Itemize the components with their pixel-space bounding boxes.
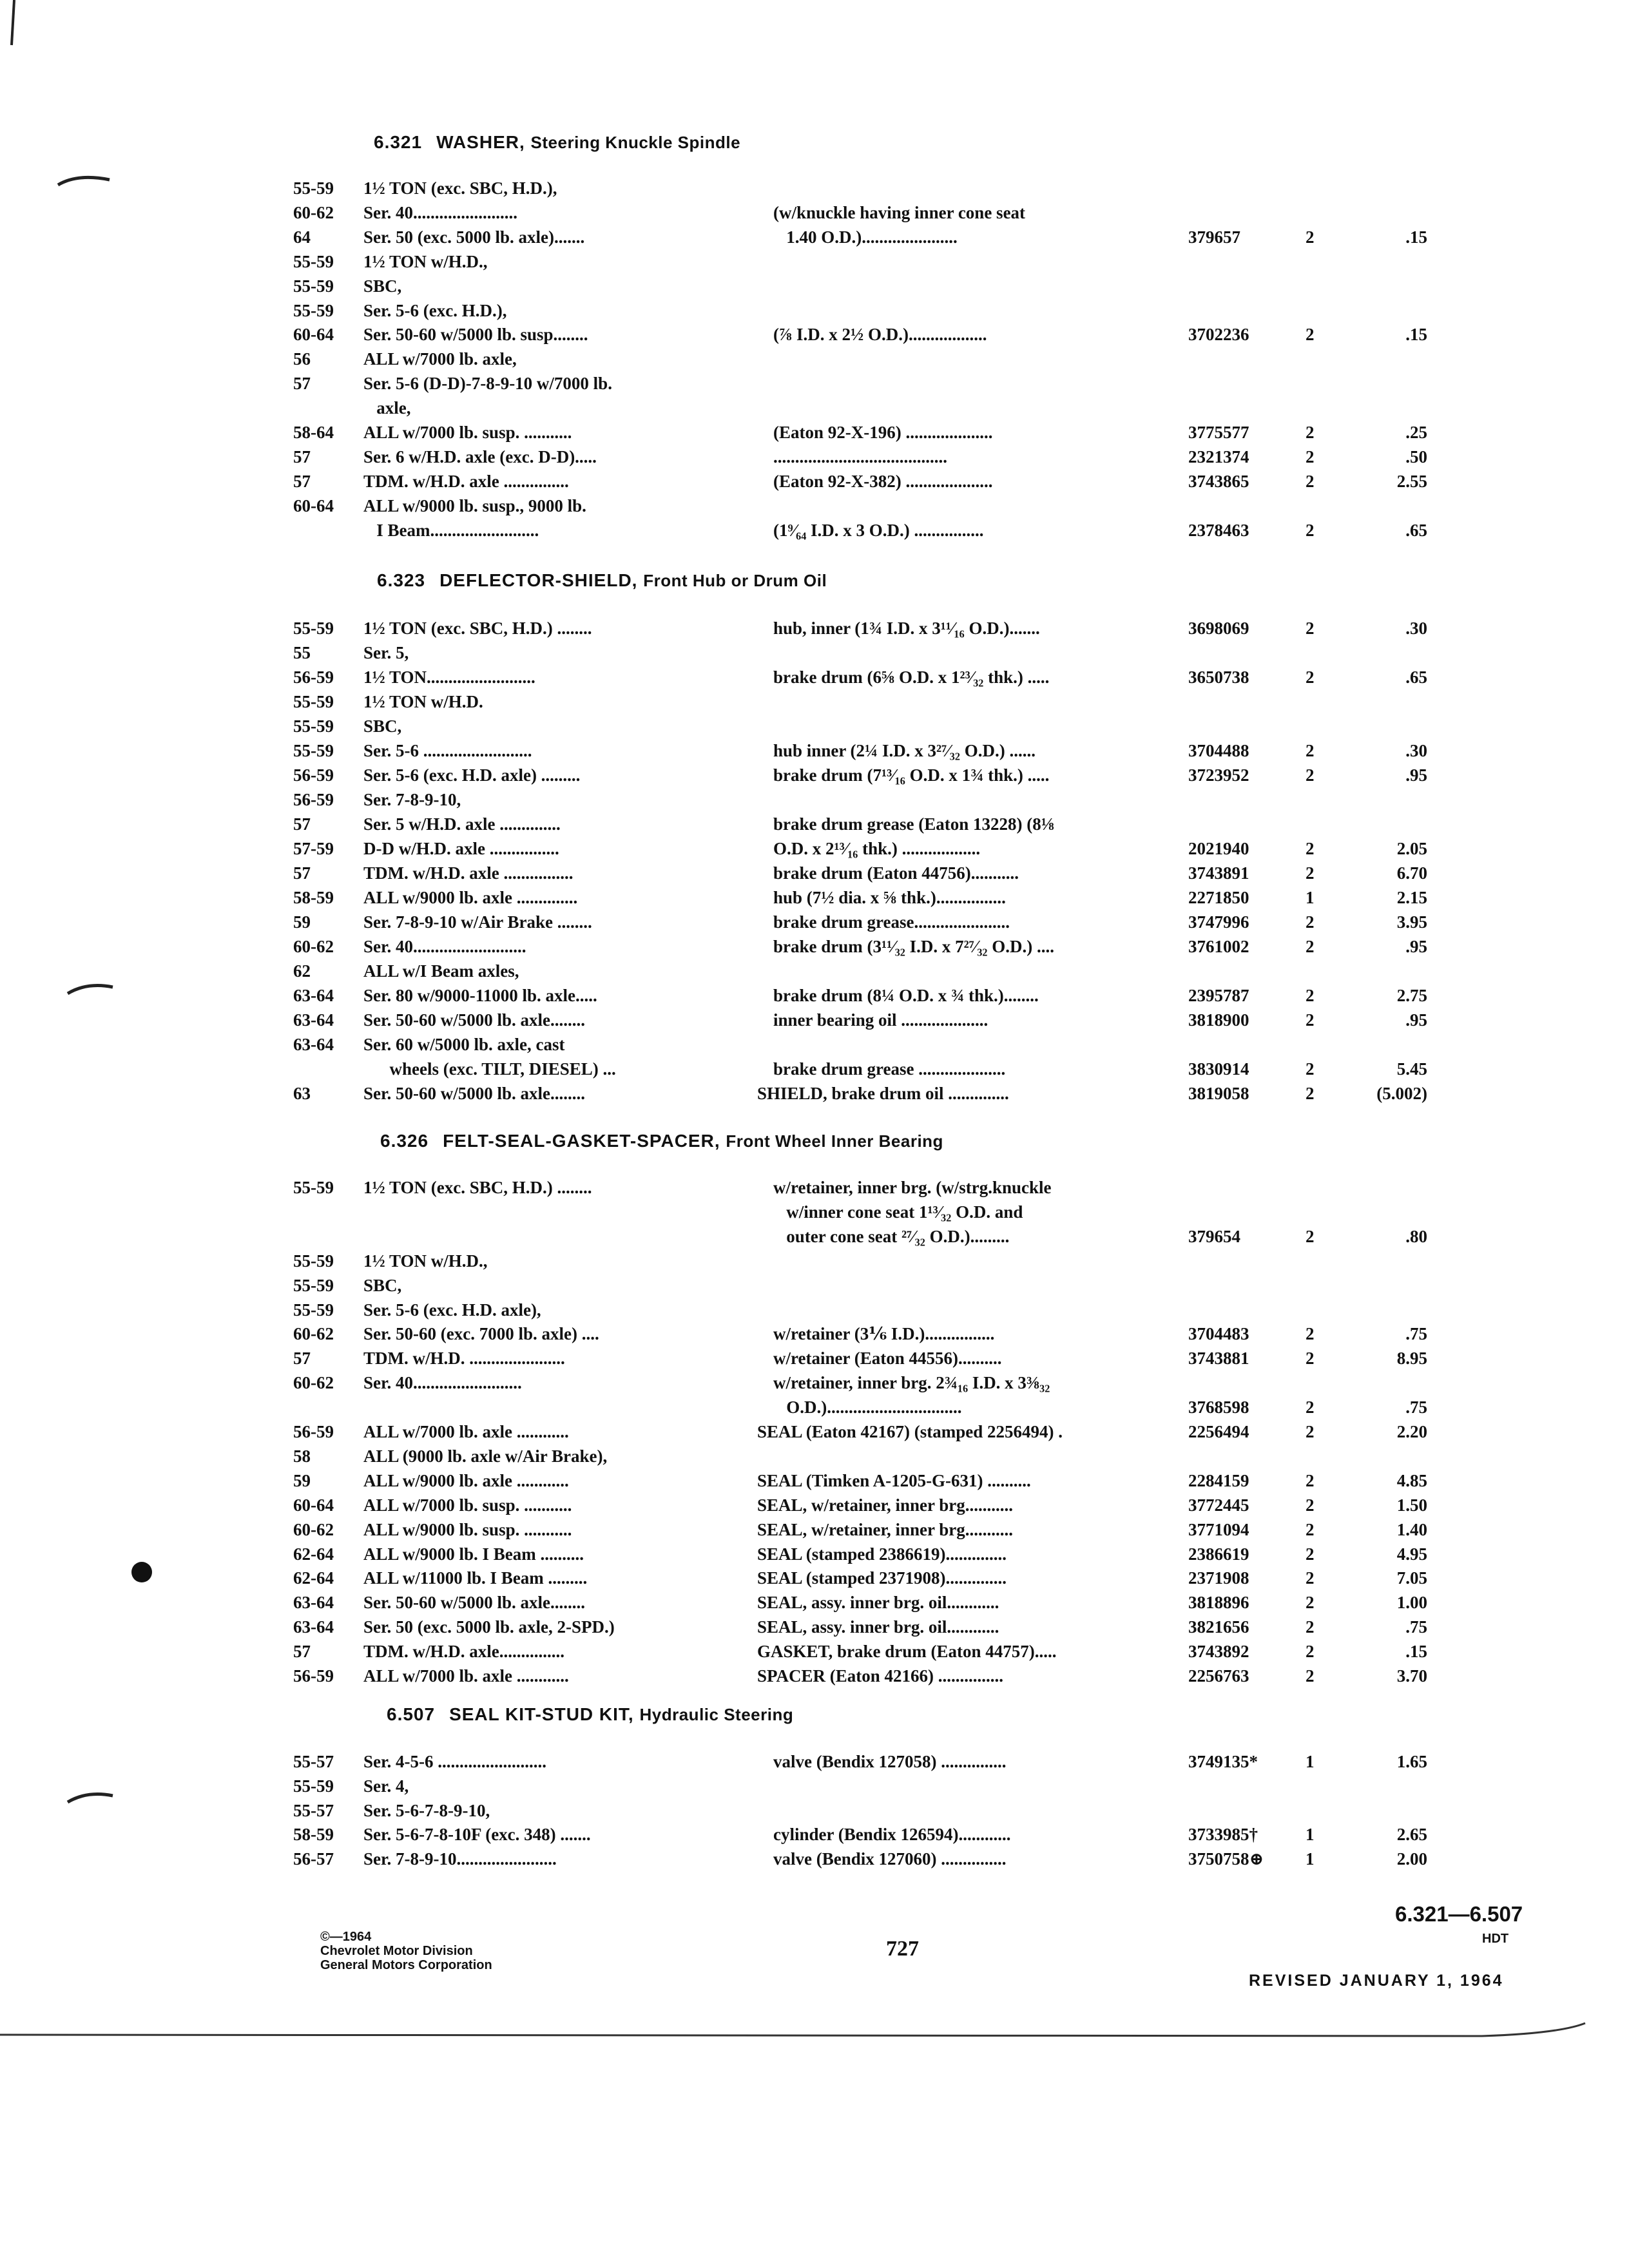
application: Ser. 5-6 .........................	[363, 741, 532, 760]
quantity: 2	[1306, 937, 1315, 956]
application: Ser. 50-60 (exc. 7000 lb. axle) ....	[363, 1324, 599, 1343]
application: ALL w/7000 lb. axle ............	[363, 1666, 569, 1686]
quantity: 2	[1306, 1666, 1315, 1686]
quantity: 2	[1306, 1227, 1315, 1246]
part-number: 3818900	[1188, 1010, 1249, 1030]
section-title: FELT-SEAL-GASKET-SPACER,	[443, 1131, 720, 1151]
part-number: 3733985†	[1188, 1825, 1258, 1844]
application: Ser. 40.........................	[363, 1373, 522, 1392]
part-description: brake drum (7¹³⁄₁₆ O.D. x 1¾ thk.) .....	[773, 765, 1050, 785]
section-subtitle: Steering Knuckle Spindle	[530, 133, 741, 152]
part-description: outer cone seat ²⁷⁄₃₂ O.D.).........	[773, 1227, 1010, 1246]
margin-tick-mark	[64, 1788, 116, 1807]
quantity: 1	[1306, 1825, 1315, 1844]
part-description: ........................................	[773, 447, 947, 466]
application: Ser. 50-60 w/5000 lb. axle........	[363, 1593, 585, 1612]
quantity: 2	[1306, 1324, 1315, 1343]
part-description: brake drum grease ....................	[773, 1059, 1006, 1079]
application: Ser. 5-6 (exc. H.D. axle),	[363, 1300, 541, 1320]
list-price: 5.45	[1396, 1059, 1427, 1079]
list-price: .75	[1405, 1398, 1427, 1417]
quantity: 2	[1306, 1471, 1315, 1490]
model-years: 60-64	[293, 1495, 334, 1515]
list-price: .30	[1405, 619, 1427, 638]
part-description: (Eaton 92-X-382) ....................	[773, 472, 993, 491]
model-years: 60-64	[293, 496, 334, 515]
part-description: SEAL, w/retainer, inner brg...........	[757, 1495, 1014, 1515]
model-years: 60-64	[293, 325, 334, 344]
part-description: brake drum grease......................	[773, 912, 1010, 932]
quantity: 2	[1306, 423, 1315, 442]
part-number: 3743881	[1188, 1349, 1249, 1368]
part-description: valve (Bendix 127060) ...............	[773, 1849, 1007, 1869]
part-description: (w/knuckle having inner cone seat	[773, 203, 1026, 222]
revised-date: REVISED JANUARY 1, 1964	[1249, 1972, 1504, 1990]
model-years: 55-59	[293, 1178, 334, 1197]
model-years: 55-59	[293, 1776, 334, 1796]
part-description: cylinder (Bendix 126594)............	[773, 1825, 1011, 1844]
list-price: .75	[1405, 1617, 1427, 1637]
quantity: 2	[1306, 521, 1315, 540]
section-header	[380, 1131, 943, 1151]
list-price: .15	[1405, 1642, 1427, 1661]
model-years: 58-59	[293, 888, 334, 907]
part-number: 379657	[1188, 227, 1240, 247]
list-price: .15	[1405, 227, 1427, 247]
part-description: brake drum (8¼ O.D. x ¾ thk.)........	[773, 986, 1039, 1005]
part-number: 3772445	[1188, 1495, 1249, 1515]
model-years: 62	[293, 961, 311, 981]
application: 1½ TON w/H.D.	[363, 692, 483, 711]
list-price: .80	[1405, 1227, 1427, 1246]
model-years: 56-59	[293, 765, 334, 785]
application: Ser. 5-6-7-8-9-10,	[363, 1801, 490, 1820]
application: Ser. 80 w/9000-11000 lb. axle.....	[363, 986, 597, 1005]
corner-stroke-mark	[6, 0, 19, 52]
application: Ser. 7-8-9-10,	[363, 790, 461, 809]
quantity: 2	[1306, 227, 1315, 247]
model-years: 56	[293, 349, 311, 369]
list-price: .95	[1405, 937, 1427, 956]
application: Ser. 50-60 w/5000 lb. axle........	[363, 1084, 585, 1103]
model-years: 62-64	[293, 1568, 334, 1588]
part-number: 3743892	[1188, 1642, 1249, 1661]
part-number: 3704483	[1188, 1324, 1249, 1343]
quantity: 1	[1306, 888, 1315, 907]
model-years: 55-57	[293, 1801, 334, 1820]
model-years: 58-64	[293, 423, 334, 442]
part-description: brake drum (6⅝ O.D. x 1²³⁄₃₂ thk.) .....	[773, 668, 1050, 687]
model-years: 59	[293, 1471, 311, 1490]
model-years: 55-59	[293, 741, 334, 760]
section-header	[374, 132, 740, 153]
application: SBC,	[363, 1276, 402, 1295]
quantity: 2	[1306, 1520, 1315, 1539]
part-number: 3650738	[1188, 668, 1249, 687]
bottom-rule-line	[0, 2022, 1629, 2041]
application: axle,	[363, 398, 411, 418]
model-years: 55-59	[293, 1251, 334, 1271]
quantity: 2	[1306, 1617, 1315, 1637]
section-title: SEAL KIT-STUD KIT,	[449, 1704, 634, 1724]
part-description: (Eaton 92-X-196) ....................	[773, 423, 993, 442]
part-number: 3698069	[1188, 619, 1249, 638]
list-price: 6.70	[1396, 863, 1427, 883]
model-years: 55-59	[293, 301, 334, 320]
application: TDM. w/H.D. axle ...............	[363, 472, 569, 491]
application: SBC,	[363, 716, 402, 736]
part-description: O.D. x 2¹³⁄₁₆ thk.) ..................	[773, 839, 981, 858]
application: Ser. 7-8-9-10.......................	[363, 1849, 557, 1869]
application: TDM. w/H.D. ......................	[363, 1349, 565, 1368]
application: Ser. 5-6 (exc. H.D. axle) .........	[363, 765, 581, 785]
model-years: 55-59	[293, 716, 334, 736]
model-years: 63	[293, 1084, 311, 1103]
punch-hole-dot	[129, 1559, 155, 1585]
part-number: 379654	[1188, 1227, 1240, 1246]
application: 1½ TON w/H.D.,	[363, 1251, 488, 1271]
model-years: 57	[293, 814, 311, 834]
list-price: 7.05	[1396, 1568, 1427, 1588]
application: ALL w/9000 lb. axle ..............	[363, 888, 578, 907]
model-years: 60-62	[293, 1324, 334, 1343]
model-years: 55-59	[293, 1276, 334, 1295]
application: ALL w/7000 lb. susp. ...........	[363, 1495, 572, 1515]
part-description: SHIELD, brake drum oil ..............	[757, 1084, 1009, 1103]
application: Ser. 40..........................	[363, 937, 526, 956]
application: ALL w/9000 lb. I Beam ..........	[363, 1544, 584, 1564]
list-price: 3.95	[1396, 912, 1427, 932]
model-years: 62-64	[293, 1544, 334, 1564]
part-number: 3771094	[1188, 1520, 1249, 1539]
model-years: 57	[293, 1642, 311, 1661]
part-description: w/retainer, inner brg. 2¾₁₆ I.D. x 3⅜₃₂	[773, 1373, 1050, 1392]
model-years: 60-62	[293, 203, 334, 222]
quantity: 2	[1306, 1010, 1315, 1030]
application: ALL w/11000 lb. I Beam .........	[363, 1568, 588, 1588]
application: Ser. 5-6-7-8-10F (exc. 348) .......	[363, 1825, 591, 1844]
application: Ser. 5,	[363, 643, 409, 662]
application: ALL w/9000 lb. axle ............	[363, 1471, 569, 1490]
application: ALL w/I Beam axles,	[363, 961, 519, 981]
application: ALL w/7000 lb. axle,	[363, 349, 517, 369]
model-years: 55-57	[293, 1752, 334, 1771]
list-price: .30	[1405, 741, 1427, 760]
application: Ser. 4,	[363, 1776, 409, 1796]
margin-tick-mark	[64, 979, 116, 999]
list-price: 2.65	[1396, 1825, 1427, 1844]
part-description: (1⁹⁄₆₄ I.D. x 3 O.D.) ................	[773, 521, 984, 540]
part-description: SEAL, w/retainer, inner brg...........	[757, 1520, 1014, 1539]
list-price: 2.55	[1396, 472, 1427, 491]
list-price: .65	[1405, 668, 1427, 687]
part-description: inner bearing oil ....................	[773, 1010, 988, 1030]
part-number: 3723952	[1188, 765, 1249, 785]
model-years: 55-59	[293, 619, 334, 638]
list-price: .15	[1405, 325, 1427, 344]
model-years: 55-59	[293, 1300, 334, 1320]
part-number: 2256763	[1188, 1666, 1249, 1686]
part-description: w/retainer, inner brg. (w/strg.knuckle	[773, 1178, 1052, 1197]
application: Ser. 50-60 w/5000 lb. axle........	[363, 1010, 585, 1030]
application: ALL w/7000 lb. axle ............	[363, 1422, 569, 1441]
part-number: 2371908	[1188, 1568, 1249, 1588]
part-number: 3819058	[1188, 1084, 1249, 1103]
application: 1½ TON w/H.D.,	[363, 252, 488, 271]
model-years: 58-59	[293, 1825, 334, 1844]
section-subtitle: Front Hub or Drum Oil	[643, 571, 827, 590]
application: Ser. 5 w/H.D. axle ..............	[363, 814, 561, 834]
part-description: SEAL (stamped 2371908)..............	[757, 1568, 1007, 1588]
application: Ser. 60 w/5000 lb. axle, cast	[363, 1035, 565, 1054]
part-description: brake drum grease (Eaton 13228) (8⅛	[773, 814, 1054, 834]
list-price: 2.05	[1396, 839, 1427, 858]
section-title: WASHER,	[436, 132, 525, 152]
application: SBC,	[363, 276, 402, 296]
application: D-D w/H.D. axle ................	[363, 839, 559, 858]
quantity: 2	[1306, 863, 1315, 883]
quantity: 2	[1306, 447, 1315, 466]
quantity: 2	[1306, 668, 1315, 687]
part-number: 2271850	[1188, 888, 1249, 907]
list-price: 8.95	[1396, 1349, 1427, 1368]
model-years: 59	[293, 912, 311, 932]
list-price: 3.70	[1396, 1666, 1427, 1686]
part-description: SPACER (Eaton 42166) ...............	[757, 1666, 1004, 1686]
section-range: 6.321—6.507	[1395, 1902, 1523, 1926]
quantity: 2	[1306, 1349, 1315, 1368]
part-number: 2395787	[1188, 986, 1249, 1005]
part-number: 2386619	[1188, 1544, 1249, 1564]
model-years: 57	[293, 1349, 311, 1368]
application: 1½ TON (exc. SBC, H.D.) ........	[363, 619, 592, 638]
part-number: 2256494	[1188, 1422, 1249, 1441]
application: Ser. 4-5-6 .........................	[363, 1752, 546, 1771]
list-price: .25	[1405, 423, 1427, 442]
quantity: 2	[1306, 325, 1315, 344]
list-price: .95	[1405, 1010, 1427, 1030]
application: Ser. 50 (exc. 5000 lb. axle).......	[363, 227, 585, 247]
list-price: .95	[1405, 765, 1427, 785]
quantity: 2	[1306, 1084, 1315, 1103]
quantity: 2	[1306, 1544, 1315, 1564]
application: 1½ TON.........................	[363, 668, 535, 687]
model-years: 63-64	[293, 1617, 334, 1637]
application: Ser. 6 w/H.D. axle (exc. D-D).....	[363, 447, 597, 466]
list-price: 2.00	[1396, 1849, 1427, 1869]
section-number: 6.321	[374, 132, 423, 152]
catalog-code: HDT	[1482, 1932, 1509, 1946]
model-years: 55-59	[293, 178, 334, 198]
section-header	[377, 570, 827, 591]
part-description: (⅞ I.D. x 2½ O.D.)..................	[773, 325, 987, 344]
model-years: 60-62	[293, 937, 334, 956]
application: TDM. w/H.D. axle ................	[363, 863, 574, 883]
model-years: 55-59	[293, 692, 334, 711]
part-number: 3830914	[1188, 1059, 1249, 1079]
application: Ser. 7-8-9-10 w/Air Brake ........	[363, 912, 592, 932]
part-number: 2378463	[1188, 521, 1249, 540]
application: ALL w/7000 lb. susp. ...........	[363, 423, 572, 442]
list-price: .75	[1405, 1324, 1427, 1343]
part-description: O.D.)...............................	[773, 1398, 962, 1417]
model-years: 55-59	[293, 276, 334, 296]
list-price: 4.85	[1396, 1471, 1427, 1490]
model-years: 55	[293, 643, 311, 662]
footer-copyright: ©—1964	[320, 1930, 372, 1944]
model-years: 57-59	[293, 839, 334, 858]
list-price: 1.00	[1396, 1593, 1427, 1612]
list-price: .65	[1405, 521, 1427, 540]
part-description: SEAL (Timken A-1205-G-631) ..........	[757, 1471, 1031, 1490]
quantity: 2	[1306, 1422, 1315, 1441]
quantity: 2	[1306, 912, 1315, 932]
part-number: 3761002	[1188, 937, 1249, 956]
part-description: brake drum (3¹¹⁄₃₂ I.D. x 7²⁷⁄₃₂ O.D.) ....	[773, 937, 1055, 956]
application: ALL w/9000 lb. susp. ...........	[363, 1520, 572, 1539]
quantity: 2	[1306, 619, 1315, 638]
section-number: 6.326	[380, 1131, 429, 1151]
section-number: 6.507	[387, 1704, 436, 1724]
application: TDM. w/H.D. axle...............	[363, 1642, 564, 1661]
section-header	[387, 1704, 793, 1725]
model-years: 63-64	[293, 986, 334, 1005]
model-years: 57	[293, 374, 311, 393]
list-price: (5.002)	[1376, 1084, 1427, 1103]
list-price: 2.20	[1396, 1422, 1427, 1441]
section-subtitle: Hydraulic Steering	[639, 1705, 794, 1724]
quantity: 2	[1306, 839, 1315, 858]
part-number: 3750758⊕	[1188, 1849, 1264, 1869]
part-description: hub inner (2¼ I.D. x 3²⁷⁄₃₂ O.D.) ......	[773, 741, 1036, 760]
quantity: 2	[1306, 986, 1315, 1005]
model-years: 56-57	[293, 1849, 334, 1869]
part-number: 3768598	[1188, 1398, 1249, 1417]
model-years: 57	[293, 472, 311, 491]
model-years: 56-59	[293, 1422, 334, 1441]
application: Ser. 5-6 (exc. H.D.),	[363, 301, 507, 320]
part-number: 3702236	[1188, 325, 1249, 344]
footer-division: Chevrolet Motor Division	[320, 1944, 473, 1958]
part-description: 1.40 O.D.)......................	[773, 227, 958, 247]
model-years: 56-59	[293, 668, 334, 687]
part-description: SEAL, assy. inner brg. oil............	[757, 1593, 999, 1612]
part-description: w/retainer (3⅙ I.D.)................	[773, 1324, 995, 1343]
part-number: 3749135*	[1188, 1752, 1258, 1771]
application: Ser. 40........................	[363, 203, 518, 222]
list-price: 1.40	[1396, 1520, 1427, 1539]
model-years: 60-62	[293, 1373, 334, 1392]
margin-tick-mark	[55, 171, 113, 190]
part-description: hub (7½ dia. x ⅝ thk.)................	[773, 888, 1006, 907]
part-number: 3743865	[1188, 472, 1249, 491]
application: 1½ TON (exc. SBC, H.D.),	[363, 178, 557, 198]
application: Ser. 50-60 w/5000 lb. susp........	[363, 325, 588, 344]
list-price: .50	[1405, 447, 1427, 466]
quantity: 2	[1306, 765, 1315, 785]
quantity: 1	[1306, 1752, 1315, 1771]
part-description: w/inner cone seat 1¹³⁄₃₂ O.D. and	[773, 1202, 1023, 1222]
section-subtitle: Front Wheel Inner Bearing	[726, 1131, 943, 1151]
part-description: hub, inner (1¾ I.D. x 3¹¹⁄₁₆ O.D.).......	[773, 619, 1040, 638]
model-years: 56-59	[293, 1666, 334, 1686]
model-years: 64	[293, 227, 311, 247]
section-number: 6.323	[377, 570, 426, 590]
model-years: 56-59	[293, 790, 334, 809]
quantity: 2	[1306, 1568, 1315, 1588]
model-years: 63-64	[293, 1010, 334, 1030]
part-number: 3747996	[1188, 912, 1249, 932]
list-price: 2.15	[1396, 888, 1427, 907]
model-years: 55-59	[293, 252, 334, 271]
list-price: 2.75	[1396, 986, 1427, 1005]
part-number: 3743891	[1188, 863, 1249, 883]
application: 1½ TON (exc. SBC, H.D.) ........	[363, 1178, 592, 1197]
model-years: 63-64	[293, 1035, 334, 1054]
model-years: 57	[293, 447, 311, 466]
model-years: 57	[293, 863, 311, 883]
application: I Beam.........................	[363, 521, 539, 540]
quantity: 2	[1306, 472, 1315, 491]
part-number: 3821656	[1188, 1617, 1249, 1637]
application: ALL w/9000 lb. susp., 9000 lb.	[363, 496, 586, 515]
list-price: 4.95	[1396, 1544, 1427, 1564]
part-description: SEAL, assy. inner brg. oil............	[757, 1617, 999, 1637]
application: Ser. 50 (exc. 5000 lb. axle, 2-SPD.)	[363, 1617, 615, 1637]
quantity: 2	[1306, 1059, 1315, 1079]
quantity: 2	[1306, 1593, 1315, 1612]
part-number: 3775577	[1188, 423, 1249, 442]
application: wheels (exc. TILT, DIESEL) ...	[363, 1059, 616, 1079]
quantity: 2	[1306, 1642, 1315, 1661]
part-description: GASKET, brake drum (Eaton 44757).....	[757, 1642, 1057, 1661]
part-number: 2021940	[1188, 839, 1249, 858]
model-years: 58	[293, 1446, 311, 1466]
model-years: 63-64	[293, 1593, 334, 1612]
section-title: DEFLECTOR-SHIELD,	[439, 570, 638, 590]
part-number: 2284159	[1188, 1471, 1249, 1490]
part-description: brake drum (Eaton 44756)...........	[773, 863, 1019, 883]
application: Ser. 5-6 (D-D)-7-8-9-10 w/7000 lb.	[363, 374, 612, 393]
footer-publisher-block	[320, 1930, 492, 1972]
part-number: 2321374	[1188, 447, 1249, 466]
part-description: SEAL (stamped 2386619)..............	[757, 1544, 1007, 1564]
quantity: 2	[1306, 1495, 1315, 1515]
footer-corporation: General Motors Corporation	[320, 1958, 492, 1972]
application: ALL (9000 lb. axle w/Air Brake),	[363, 1446, 608, 1466]
part-description: w/retainer (Eaton 44556)..........	[773, 1349, 1002, 1368]
part-number: 3818896	[1188, 1593, 1249, 1612]
part-description: valve (Bendix 127058) ...............	[773, 1752, 1007, 1771]
page-number: 727	[886, 1937, 919, 1961]
list-price: 1.65	[1396, 1752, 1427, 1771]
part-description: SEAL (Eaton 42167) (stamped 2256494) .	[757, 1422, 1063, 1441]
quantity: 2	[1306, 1398, 1315, 1417]
quantity: 1	[1306, 1849, 1315, 1869]
quantity: 2	[1306, 741, 1315, 760]
part-number: 3704488	[1188, 741, 1249, 760]
model-years: 60-62	[293, 1520, 334, 1539]
list-price: 1.50	[1396, 1495, 1427, 1515]
